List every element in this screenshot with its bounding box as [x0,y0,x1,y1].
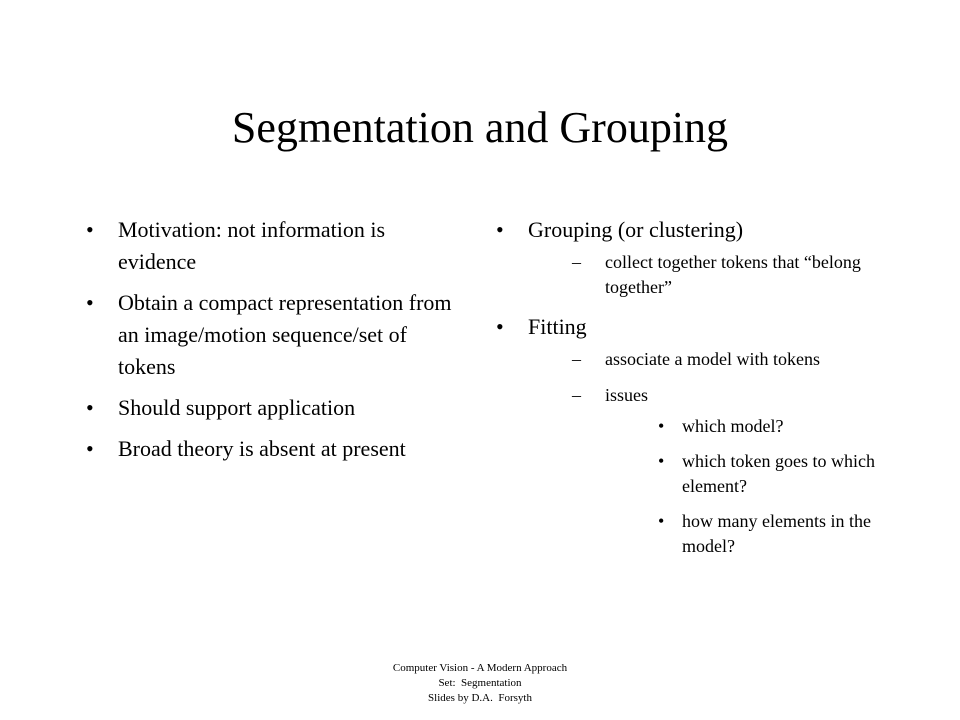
bullet-item [86,214,466,278]
sub-sub-bullet-text: which token goes to which element? [682,451,875,496]
sub-bullet-text: issues [605,385,649,405]
bullet-marker: • [496,314,504,339]
bullet-marker: • [86,436,94,461]
bullet-text: Broad theory is absent at present [118,436,406,461]
slide-footer [0,661,960,706]
sub-sub-bullet-item [658,449,896,499]
bullet-item [496,214,896,300]
sub-sub-bullet-text: which model? [682,416,784,436]
sub-bullet-item [572,347,896,372]
bullet-text: Grouping (or clustering) [528,217,744,242]
bullet-item [86,433,466,465]
left-column [86,214,466,474]
bullet-item [86,392,466,424]
bullet-marker: • [658,416,665,436]
bullet-marker: • [496,217,504,242]
bullet-text: Obtain a compact representation from an image/motion sequence/set of tokens [118,290,452,379]
bullet-item [86,287,466,383]
footer-line: Slides by D.A. Forsyth [428,692,532,704]
sub-sub-bullet-text: how many elements in the model? [682,511,871,556]
footer-line: Computer Vision - A Modern Approach [392,662,568,674]
dash-marker: – [572,252,581,272]
bullet-text: Motivation: not information is evidence [118,217,386,274]
dash-marker: – [572,385,581,405]
bullet-text: Should support application [118,395,356,420]
sub-bullet-text: collect together tokens that “belong together” [605,252,861,297]
dash-marker: – [572,349,581,369]
bullet-marker: • [658,451,665,471]
footer-line: Set: Segmentation [438,677,522,689]
sub-bullet-text: associate a model with tokens [605,349,820,369]
bullet-marker: • [86,217,94,242]
bullet-marker: • [86,395,94,420]
right-column [496,214,896,570]
sub-sub-bullet-item [658,509,896,559]
bullet-text: Fitting [528,314,587,339]
sub-bullet-item [572,383,896,559]
bullet-item [496,311,896,559]
sub-bullet-item [572,250,896,300]
bullet-marker: • [86,290,94,315]
slide-title: Segmentation and Grouping [231,103,729,152]
bullet-marker: • [658,511,665,531]
sub-sub-bullet-item [658,414,896,439]
